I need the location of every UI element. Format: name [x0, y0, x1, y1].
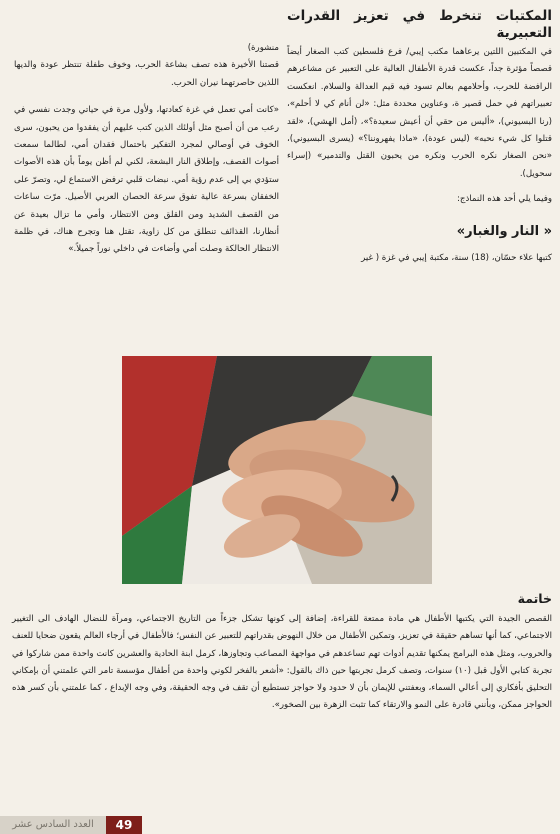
story-text: «كانت أمي تعمل في غزة كعادتها، ولأول مرة في حياتي وجدت نفسي في رعب من أن أصبح مثل أولئك الذين كتب عليهم أن يفقدوا من يحبون، سرى الخوف في أوصالي لمجرد التفكير باحتمال فقدان أمي، لطالما سمعت أصوات القصف، وإطلاق النار البشعة، لكني لم أظن يوماً بأن هذه الأصوات ستؤدي بي إلى عدم رؤية أمي. نبضات قلبي ترفض الاستماع لي، وتصرّ على الخفقان بسرعة عالية تفوق سرعة الحصان العربي الأصيل. مرّت ساعات من القصف الشديد ومن القلق ومن الانتظار، وأمي ما تزال بعيدة عن أنظارنا، القذائف تنطلق من كل زاوية، تقتل هنا وتجرح هناك، في ظلمة الانتظار الحالكة وصلت أمي وأضاءت في داخلي نوراً جميلاً.» [14, 105, 279, 255]
section-heading: المكتبات تنخرط في تعزيز القدرات التعبيرية [287, 8, 552, 41]
page-number: 49 [106, 816, 142, 834]
sample-intro-line: وفيما يلي أحد هذه النماذج: [457, 194, 552, 205]
page-footer [0, 816, 150, 834]
intro-paragraph: في المكتبين اللتين يرعاهما مكتب إيبي/ فرع فلسطين كتب الصغار أيضاً قصصاً مؤثرة جداً، عكست قدرة الأطفال العالية على التعبير عن مشاعرهم الرافضة للحرب، وأحلامهم بعالم تسود فيه قيم العدالة والسلام. انعكست تعبيراتهم في حمل قصير ة، وعناوين محددة مثل: «لن أنام كي لا أحلم»، (رنا البسيوني)، «أليس من حقي أن أعيش سعيدة؟»، (أمل الهشي)، «لقد قتلوا كل شيء نحبه» (ليس عودة)، «ماذا يفهروننا؟» (يسرى البسيوني)، «نحن الصغار نكره الحرب ونكره من يحبون القتل والتدمير» (إسراء سحويل). [287, 47, 552, 179]
closing-heading: خاتمة [517, 591, 552, 606]
photo-illustration [122, 356, 432, 584]
story-title: « النار والغبار» [456, 223, 552, 239]
right-column [287, 8, 552, 267]
credit-continuation: منشورة) [247, 43, 279, 53]
story-credit: كتبها علاء حسّان، (18) سنة، مكتبة إيبي في غزة ( غير [361, 253, 552, 264]
closing-section [12, 590, 552, 714]
closing-text: القصص الجيدة التي يكتبها الأطفال هي مادة ممتعة للقراءة، إضافة إلى كونها تشكل جزءاً من التاريخ الاجتماعي، ومرآة للنضال الهادف الى التغيير الاجتماعي، كما أنها تساهم حقيقة في تعزيز، وتمكين الأطفال من خلال النهوض بقدراتهم للتعبير عن النفس؛ فالأطفال في أرجاء العالم يقعون ضحايا للعنف والحروب، ومثل هذه البرامج يمكنها تقديم أدوات تهم تساعدهم في مواجهة المصاعب وتجاوزها، كرمل ابنة الحادية والعشرين كانت واحدة ممن شاركوا في تجربة كتابي الأول قبل (١٠) سنوات، وتصف كرمل تجربتها حين ذاك بالقول: «أشعر بالفخر لكوني واحدة من أطفال مؤسسة تامر التي علمتني أن بإمكاني التحليق بأفكاري إلى أعالي السماء، وبعفتني للإيمان بأن لا حدود ولا حواجز تستطيع أن تقف في وجه الحقيقة، وفي وجه الإبداع ، كما علمتني بأن كسر هذه الحواجز ممكن، وبأنني قادرة على النمو والارتقاء كما تثبت الزهرة بين الصخور». [12, 614, 552, 711]
issue-label: العدد السادس عشر [0, 816, 106, 834]
story-summary: قصتنا الأخيرة هذه تصف بشاعة الحرب، وخوف طفلة تنتظر عودة والديها اللذين حاصرتهما نيران الحرب. [14, 60, 279, 88]
photo-hands-on-flag [122, 356, 432, 584]
left-column [14, 40, 279, 259]
